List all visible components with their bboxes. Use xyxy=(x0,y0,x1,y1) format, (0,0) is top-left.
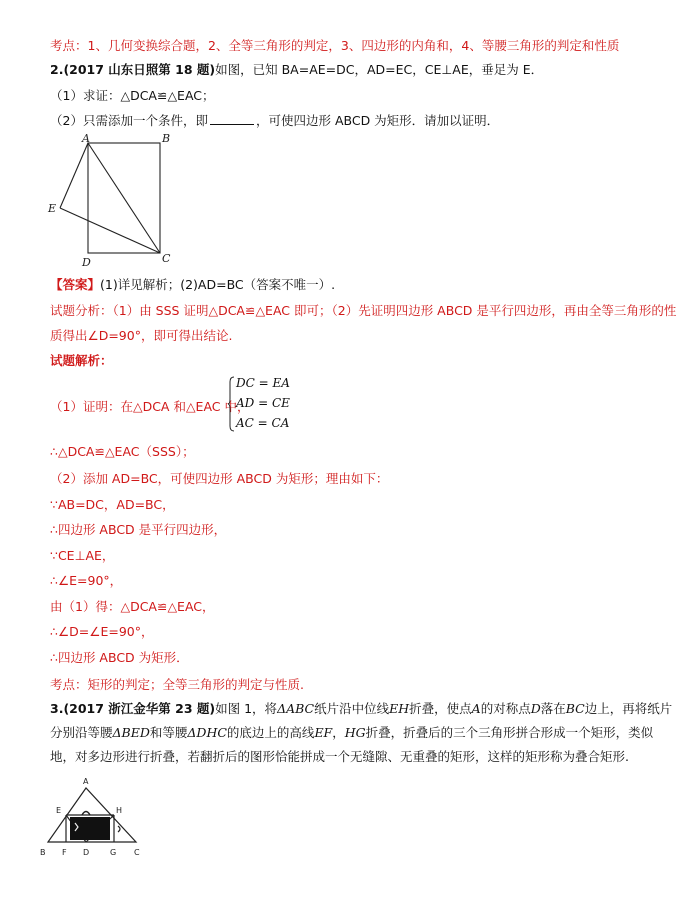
q3-math: ΔBED xyxy=(112,725,150,740)
q2-part2 xyxy=(50,112,499,130)
q3-text: 地，对多边形进行折叠，若翻折后的图形恰能拼成一个无缝隙、无重叠的矩形，这样的矩形称为叠合矩形. xyxy=(50,749,629,764)
answer-text: (1)详见解析；(2)AD=BC（答案不唯一）. xyxy=(100,277,336,292)
label-d: D xyxy=(82,256,91,269)
left-brace xyxy=(228,376,234,432)
proof-step: ∴△DCA≌△EAC（SSS）； xyxy=(50,444,195,459)
q3-text: 落在 xyxy=(540,701,566,716)
label-b: B xyxy=(162,132,171,145)
proof-step: ∵AB=DC，AD=BC， xyxy=(50,497,175,512)
angle-mark-right xyxy=(118,826,120,832)
proof-step: ∴∠D=∠E=90°， xyxy=(50,624,154,639)
q3-math: A xyxy=(471,701,481,716)
exam-points-q1: 考点：1、几何变换综合题，2、全等三角形的判定，3、四边形的内角和，4、等腰三角形的判定和性质 xyxy=(50,38,620,53)
fig3-label-a: A xyxy=(83,777,89,786)
solution-title: 试题解析： xyxy=(50,353,113,368)
q2-part2-after: ，可使四边形 ABCD 为矩形．请加以证明． xyxy=(255,113,500,128)
q3-number: 3. xyxy=(50,701,64,716)
q3-math: D xyxy=(530,701,541,716)
q3-text: 的底边上的高线 xyxy=(226,725,315,740)
system-eq-3: AC = CA xyxy=(236,416,290,430)
q3-source: (2017 浙江金华第 23 题) xyxy=(63,701,216,716)
angle-mark-left xyxy=(75,823,78,831)
q3-text: 的对称点 xyxy=(480,701,531,716)
system-eq-2: AD = CE xyxy=(236,396,290,410)
q3-paragraph xyxy=(50,697,673,769)
q2-number: 2. xyxy=(50,62,64,77)
fig3-label-f: F xyxy=(62,848,67,857)
segment-ae xyxy=(60,143,88,208)
q3-text: 分别沿等腰 xyxy=(50,725,113,740)
q2-source: (2017 山东日照第 18 题) xyxy=(63,62,216,77)
proof-step: ∴∠E=90°， xyxy=(50,573,123,588)
proof-step: ∴四边形 ABCD 为矩形． xyxy=(50,650,189,665)
q3-text: 边上，再将纸片 xyxy=(584,701,673,716)
q3-text: 纸片沿中位线 xyxy=(314,701,390,716)
q2-answer xyxy=(50,276,335,294)
proof-step: ∵CE⊥AE， xyxy=(50,548,115,563)
q3-text: 折叠，使点 xyxy=(409,701,472,716)
label-a: A xyxy=(82,132,90,145)
q2-answer-blank xyxy=(210,112,254,125)
q3-text: ， xyxy=(332,725,345,740)
proof-step: ∴四边形 ABCD 是平行四边形， xyxy=(50,522,227,537)
analysis-line-1: 试题分析：（1）由 SSS 证明△DCA≌△EAC 即可；（2）先证明四边形 ABCD 是平行四边形，再由全等三角形的性 xyxy=(50,303,676,318)
fold-ed xyxy=(66,815,86,842)
q3-text: 和等腰 xyxy=(149,725,188,740)
q2-stem-line xyxy=(50,61,543,79)
q2-part2-before: （2）只需添加一个条件，即 xyxy=(50,113,208,128)
fold-hd xyxy=(86,815,114,842)
angle-mark-top xyxy=(82,812,90,816)
q2-part1: （1）求证：△DCA≌△EAC； xyxy=(50,88,215,103)
q3-text: 如图 1，将 xyxy=(215,701,278,716)
fig3-label-b: B xyxy=(40,848,46,857)
triangle-abc xyxy=(48,788,136,842)
label-c: C xyxy=(162,252,171,265)
q3-math: BC xyxy=(565,701,585,716)
q2-stem: 如图，已知 BA=AE=DC，AD=EC，CE⊥AE，垂足为 E． xyxy=(215,62,544,77)
proof-step: （2）添加 AD=BC，可使四边形 ABCD 为矩形；理由如下： xyxy=(50,471,389,486)
proof-intro: （1）证明：在△DCA 和△EAC 中， xyxy=(50,399,250,414)
rect-abcd xyxy=(88,143,160,253)
label-e: E xyxy=(48,202,57,215)
q3-math: ΔDHC xyxy=(187,725,227,740)
shaded-rectangle xyxy=(70,817,110,840)
q3-math: EF xyxy=(314,725,333,740)
q3-math: ΔABC xyxy=(277,701,315,716)
diagonal-ac xyxy=(88,143,160,253)
q3-text: 折叠，折叠后的三个三角形拼合形成一个矩形，类似 xyxy=(365,725,654,740)
system-eq-1: DC = EA xyxy=(236,376,290,390)
congruence-system xyxy=(228,376,308,432)
segment-ec xyxy=(60,208,160,253)
fig3-label-g: G xyxy=(110,848,117,857)
proof-step: 由（1）得：△DCA≌△EAC， xyxy=(50,599,215,614)
fig3-label-c: C xyxy=(134,848,140,857)
fig3-label-h: H xyxy=(116,806,123,815)
answer-tag: 【答案】 xyxy=(50,277,101,292)
analysis-line-2: 质得出∠D=90°，即可得出结论. xyxy=(50,328,233,343)
fig3-label-e: E xyxy=(56,806,62,815)
q3-math: EH xyxy=(389,701,410,716)
q3-math: HG xyxy=(344,725,366,740)
exam-points-q2: 考点：矩形的判定；全等三角形的判定与性质. xyxy=(50,677,304,692)
fig3-label-d: D xyxy=(83,848,90,857)
